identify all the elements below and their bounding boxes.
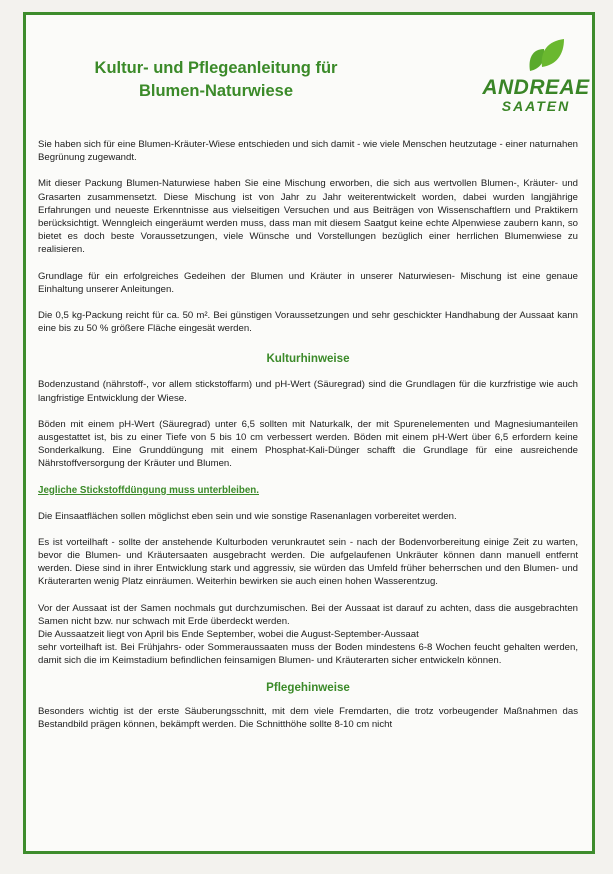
paragraph-aussaat-2: Die Aussaatzeit liegt von April bis Ende September, wobei die August-September-Aussaat [38, 629, 419, 641]
brand-logo [471, 37, 601, 117]
heading-kulturhinweise: Kulturhinweise [266, 352, 350, 366]
warning-stickstoff: Jegliche Stickstoffdüngung muss unterbleiben. [38, 484, 259, 496]
paragraph-ph-wert: Böden mit einem pH-Wert (Säuregrad) unter 6,5 sollten mit Naturkalk, der mit Spurenelementen und Magnesiumanteilen ausgestattet ist, bis zu einer Tiefe von 5 bis 10 cm verbessert werden. Böden mit einem pH-Wert über 6,5 erfordern keine Sonderkalkung. Eine Grunddüngung mit einem Phosphat-Kali-Dünger schafft die Grundlage für eine ausreichende Nährstoffversorgung der Kräuter und Blumen. [38, 418, 578, 470]
paragraph-grundlage: Grundlage für ein erfolgreiches Gedeihen der Blumen und Kräuter in unserer Naturwiesen- Mischung ist eine genaue Einhaltung unserer Anleitungen. [38, 270, 578, 295]
logo-wordmark: ANDREAE [482, 76, 590, 99]
paragraph-einsaat: Die Einsaatflächen sollen möglichst eben sein und wie sonstige Rasenanlagen vorbereitet werden. [38, 510, 457, 522]
logo-subtitle: SAATEN [501, 98, 571, 114]
title-line-1: Kultur- und Pflegeanleitung für [94, 59, 338, 77]
paragraph-bodenzustand: Bodenzustand (nährstoff-, vor allem stickstoffarm) und pH-Wert (Säuregrad) sind die Grundlagen für die kurzfristige wie auch langfristige Entwicklung der Wiese. [38, 379, 578, 404]
paragraph-mischung: Mit dieser Packung Blumen-Naturwiese haben Sie eine Mischung erworben, die sich aus wertvollen Blumen-, Kräuter- und Grasarten zusammensetzt. Diese Mischung ist von Jahr zu Jahr weiterentwickelt worden, dabei wurden langjährige Erfahrungen und neueste Erkenntnisse aus vielseitigen Versuchen und aus Beiträgen von Wissenschaftlern und Praktikern berücksichtigt. Wenngleich eingeräumt werden muss, dass man mit diesem Saatgut keine echte Alpenwiese zaubern kann, so bietet es doch beste Voraussetzungen, viele Wünsche und Vorstellungen bezüglich einer herrlichen Blumenwiese zu realisieren. [38, 178, 578, 256]
title-line-2: Blumen-Naturwiese [138, 82, 294, 100]
document-body [38, 138, 578, 731]
heading-pflegehinweise: Pflegehinweise [266, 680, 350, 694]
paragraph-packung: Die 0,5 kg-Packung reicht für ca. 50 m². Bei günstigen Voraussetzungen und sehr geschickter Handhabung der Aussaat kann eine bis zu 50 % größere Fläche eingesät werden. [38, 310, 578, 335]
paragraph-saeuberungsschnitt: Besonders wichtig ist der erste Säuberungsschnitt, mit dem viele Fremdarten, die trotz vorbeugender Maßnahmen das Bestandbild prägen können, bekämpft werden. Die Schnitthöhe sollte 8-10 cm nicht [38, 705, 578, 730]
paragraph-intro: Sie haben sich für eine Blumen-Kräuter-Wiese entschieden und sich damit - wie viele Menschen heutzutage - einer naturnahen Begrünung zugewandt. [38, 139, 578, 164]
page-title [46, 57, 386, 103]
paragraph-aussaat-1: Vor der Aussaat ist der Samen nochmals gut durchzumischen. Bei der Aussaat ist darauf zu achten, dass die ausgebrachten Samen nicht bzw. nur schwach mit Erde überdeckt werden. [38, 602, 578, 627]
paragraph-vorteilhaft: Es ist vorteilhaft - sollte der anstehende Kulturboden verunkrautet sein - nach der Bodenvorbereitung einige Zeit zu warten, bevor die Blumen- und Kräutersaaten ausgebracht werden. Die aufgelaufenen Unkräuter können dann manuell entfernt werden. Diese sind in ihrer Entwicklung stark und aggressiv, sie würden das Umfeld früher beherrschen und den Blumen- und Kräuterarten wenig Platz einräumen. Weiterhin bewirken sie auch einen hohen Wasserentzug. [38, 536, 578, 588]
leaf-icon [526, 37, 566, 73]
paragraph-aussaat-3: sehr vorteilhaft ist. Bei Frühjahrs- oder Sommeraussaaten muss der Boden mindestens 6-8 Wochen feucht gehalten werden, damit sich die im Keimstadium befindlichen feinsamigen Blumen- und Kräuterarten sicher entwickeln können. [38, 642, 578, 667]
